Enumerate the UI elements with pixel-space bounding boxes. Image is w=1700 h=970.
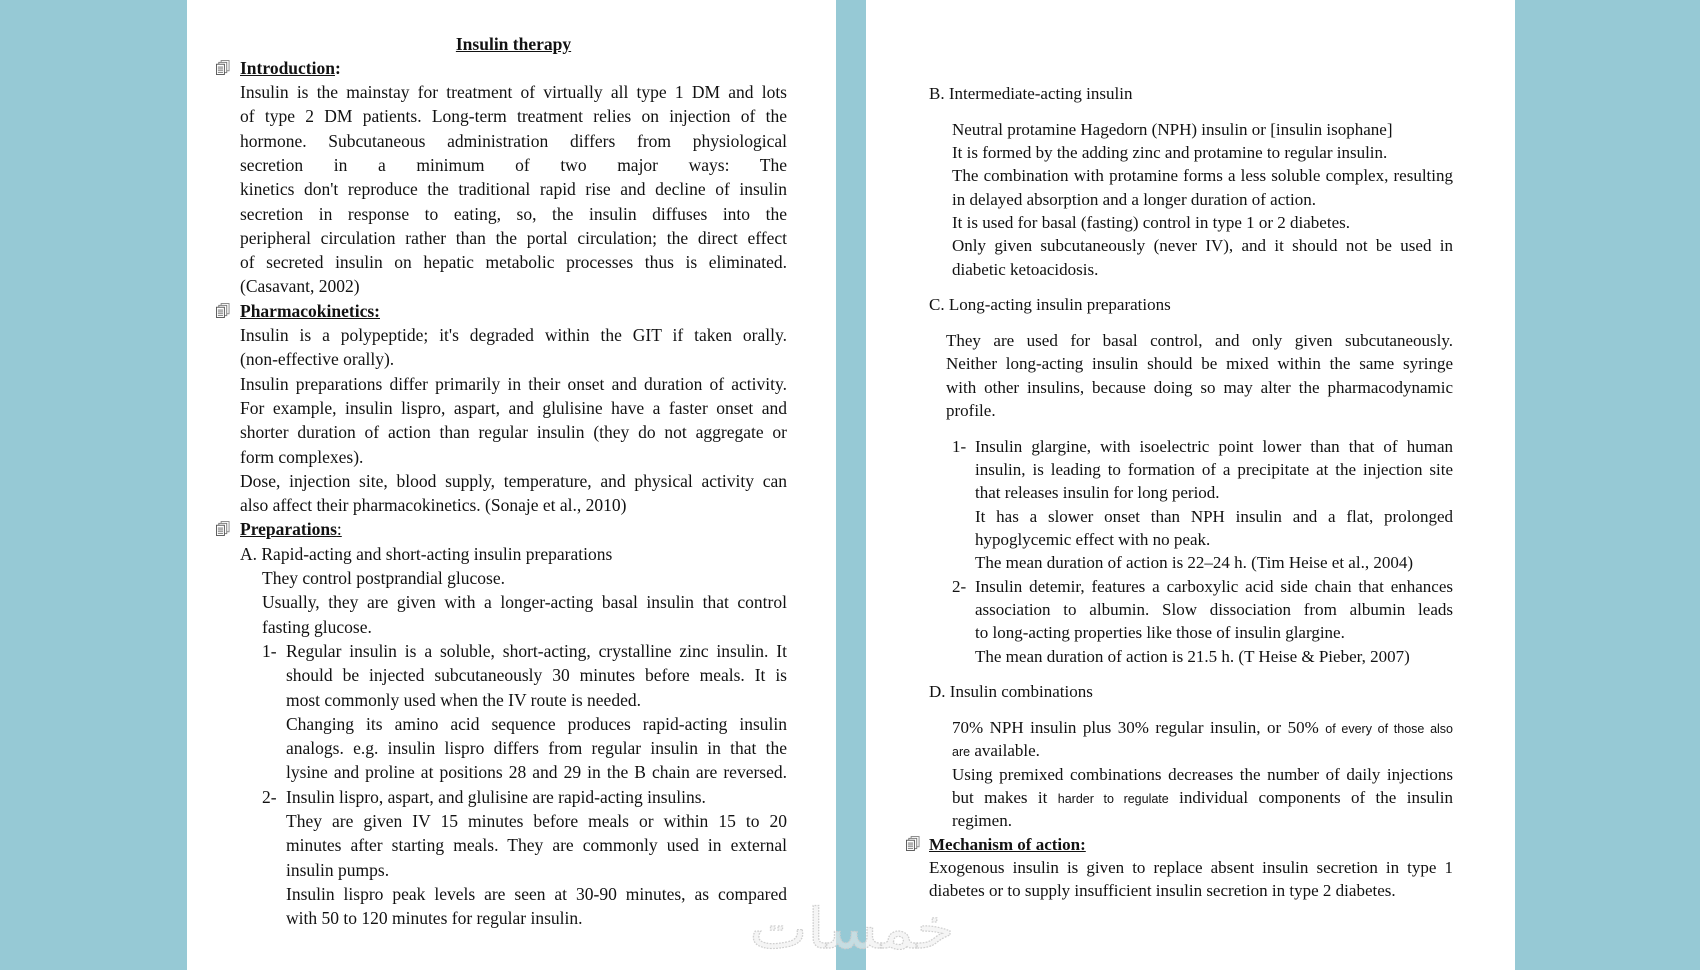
list-item-line: association to albumin. Slow dissociation from albumin leads [975,599,1453,619]
watermark-text: خمسات [749,898,955,958]
citation-line: also affect their pharmacokinetics. (Sonaje et al., 2010) [240,495,627,516]
document-title: Insulin therapy [455,33,572,54]
subsection-heading-b: B. Intermediate-acting insulin [929,84,1133,103]
heading-colon: : [334,57,341,78]
line-text-small: are [952,745,971,760]
line-text-small: of every of those also [1325,722,1453,737]
subsection-heading-a: A. Rapid-acting and short-acting insulin preparations [240,543,613,564]
paragraph-line: It is formed by the adding zinc and protamine to regular insulin. [952,143,1388,163]
list-item-line: They are given IV 15 minutes before meals or within 15 to 20 [286,811,787,831]
list-item-line [240,639,787,663]
list-number: 1- [262,640,277,661]
list-item-text: Regular insulin is a soluble, short-acting, crystalline zinc insulin. It [286,640,787,661]
stacked-documents-icon [216,303,230,318]
paragraph-line: The combination with protamine forms a less soluble complex, resulting [952,166,1453,186]
left-text-column [240,32,787,931]
list-item-line: should be injected subcutaneously 30 minutes before meals. It is [286,665,787,686]
heading-text: Introduction [240,57,335,78]
list-item-line: insulin, is leading to formation of a precipitate at the injection site [975,460,1453,480]
section-heading-preparations [240,517,787,541]
paragraph-line: Insulin preparations differ primarily in their onset and duration of activity. [240,373,787,394]
list-item-line: The mean duration of action is 22–24 h. (Tim Heise et al., 2004) [975,553,1413,573]
paragraph-line: in delayed absorption and a longer duration of action. [952,189,1316,209]
paragraph-line: Dose, injection site, blood supply, temperature, and physical activity can [240,470,787,491]
document-page-left [187,0,836,970]
paragraph-line: profile. [946,401,996,421]
line-text: available. [974,741,1040,761]
paragraph-line [929,716,1453,739]
list-item-line: that releases insulin for long period. [975,483,1220,503]
section-heading-pharmacokinetics [240,299,787,323]
list-number: 2- [952,576,967,596]
heading-text: Preparations [240,519,337,540]
document-page-right [866,0,1515,970]
list-item-line [929,575,1453,598]
line-text-small: harder to regulate [1057,792,1169,807]
paragraph-line: regimen. [952,811,1012,831]
paragraph-line: diabetes or to supply insufficient insulin secretion in type 2 diabetes. [929,881,1396,901]
stacked-documents-icon [216,60,230,75]
list-item-line: to long-acting properties like those of insulin glargine. [975,623,1345,643]
heading-text: Mechanism of action: [929,834,1086,854]
paragraph-line: Neutral protamine Hagedorn (NPH) insulin or [insulin isophane] [952,119,1393,139]
paragraph-line: They are used for basal control, and only given subcutaneously. [946,331,1453,351]
list-item-line: Changing its amino acid sequence produces rapid-acting insulin [286,713,787,734]
list-item-line: hypoglycemic effect with no peak. [975,530,1211,550]
list-item-line: with 50 to 120 minutes for regular insulin. [286,908,583,929]
right-text-column [929,82,1453,903]
list-item-line: minutes after starting meals. They are commonly used in external [286,835,787,856]
line-text: but makes it [952,788,1048,808]
section-heading-introduction [240,56,787,80]
watermark-logo [745,898,960,958]
list-item-line: analogs. e.g. insulin lispro differs from regular insulin in that the [286,738,787,759]
list-item-line: It has a slower onset than NPH insulin and a flat, prolonged [975,506,1453,526]
paragraph-line: Insulin is the mainstay for treatment of virtually all type 1 DM and lots [240,82,787,103]
line-text: 70% NPH insulin plus 30% regular insulin, or 50% [952,718,1319,738]
subsection-heading-d: D. Insulin combinations [929,682,1093,702]
paragraph-line [929,786,1453,809]
paragraph-line: Only given subcutaneously (never IV), and it should not be used in [952,236,1453,256]
list-item-text: Insulin glargine, with isoelectric point lower than that of human [975,436,1453,456]
paragraph-line: of secreted insulin on hepatic metabolic processes thus is eliminated. [240,252,787,273]
heading-colon: : [336,519,342,540]
list-item-line: Insulin lispro peak levels are seen at 30-90 minutes, as compared [286,883,787,904]
list-item-line: most commonly used when the IV route is needed. [286,689,641,710]
list-number: 1- [952,436,967,456]
citation-line: (Casavant, 2002) [240,276,360,297]
paragraph-line: Usually, they are given with a longer-acting basal insulin that control [262,592,787,613]
paragraph-line: secretion in a minimum of two major ways: The [240,154,787,175]
list-number: 2- [262,786,277,807]
paragraph-line: hormone. Subcutaneous administration differs from physiological [240,130,787,151]
heading-text: Pharmacokinetics: [240,300,380,321]
paragraph-line: Insulin is a polypeptide; it's degraded within the GIT if taken orally. [240,325,787,346]
paragraph-line: They control postprandial glucose. [262,568,505,589]
list-item-line [929,435,1453,458]
paragraph-line: (non-effective orally). [240,349,395,370]
list-item-line: The mean duration of action is 21.5 h. (T Heise & Pieber, 2007) [975,646,1410,666]
paragraph-line: Neither long-acting insulin should be mixed within the same syringe [946,354,1453,374]
paragraph-line [929,739,1453,762]
paragraph-line: of type 2 DM patients. Long-term treatment relies on injection of the [240,106,787,127]
paragraph-line: fasting glucose. [262,616,372,637]
paragraph-line: peripheral circulation rather than the portal circulation; the direct effect [240,227,787,248]
paragraph-line: Using premixed combinations decreases the number of daily injections [952,764,1453,784]
line-text: individual components of the insulin [1179,788,1454,808]
paragraph-line: shorter duration of action than regular insulin (they do not aggregate or [240,422,787,443]
list-item-line [240,785,787,809]
paragraph-line: Exogenous insulin is given to replace absent insulin secretion in type 1 [929,857,1453,877]
paragraph-line: form complexes). [240,446,364,467]
list-item-line: lysine and proline at positions 28 and 29 in the B chain are reversed. [286,762,787,783]
paragraph-line: kinetics don't reproduce the traditional rapid rise and decline of insulin [240,179,787,200]
stacked-documents-icon [906,836,920,851]
list-item-text: Insulin lispro, aspart, and glulisine are rapid-acting insulins. [286,786,706,807]
list-item-line: insulin pumps. [286,859,390,880]
list-item-text: Insulin detemir, features a carboxylic acid side chain that enhances [975,576,1453,596]
paragraph-line: secretion in response to eating, so, the insulin diffuses into the [240,203,787,224]
subsection-heading-c: C. Long-acting insulin preparations [929,295,1171,315]
paragraph-line: For example, insulin lispro, aspart, and glulisine have a faster onset and [240,397,787,418]
paragraph-line: It is used for basal (fasting) control in type 1 or 2 diabetes. [952,212,1350,232]
paragraph-line: with other insulins, because doing so may alter the pharmacodynamic [946,377,1453,397]
paragraph-line: diabetic ketoacidosis. [952,259,1099,279]
section-heading-mechanism [929,833,1453,856]
stacked-documents-icon [216,521,230,536]
